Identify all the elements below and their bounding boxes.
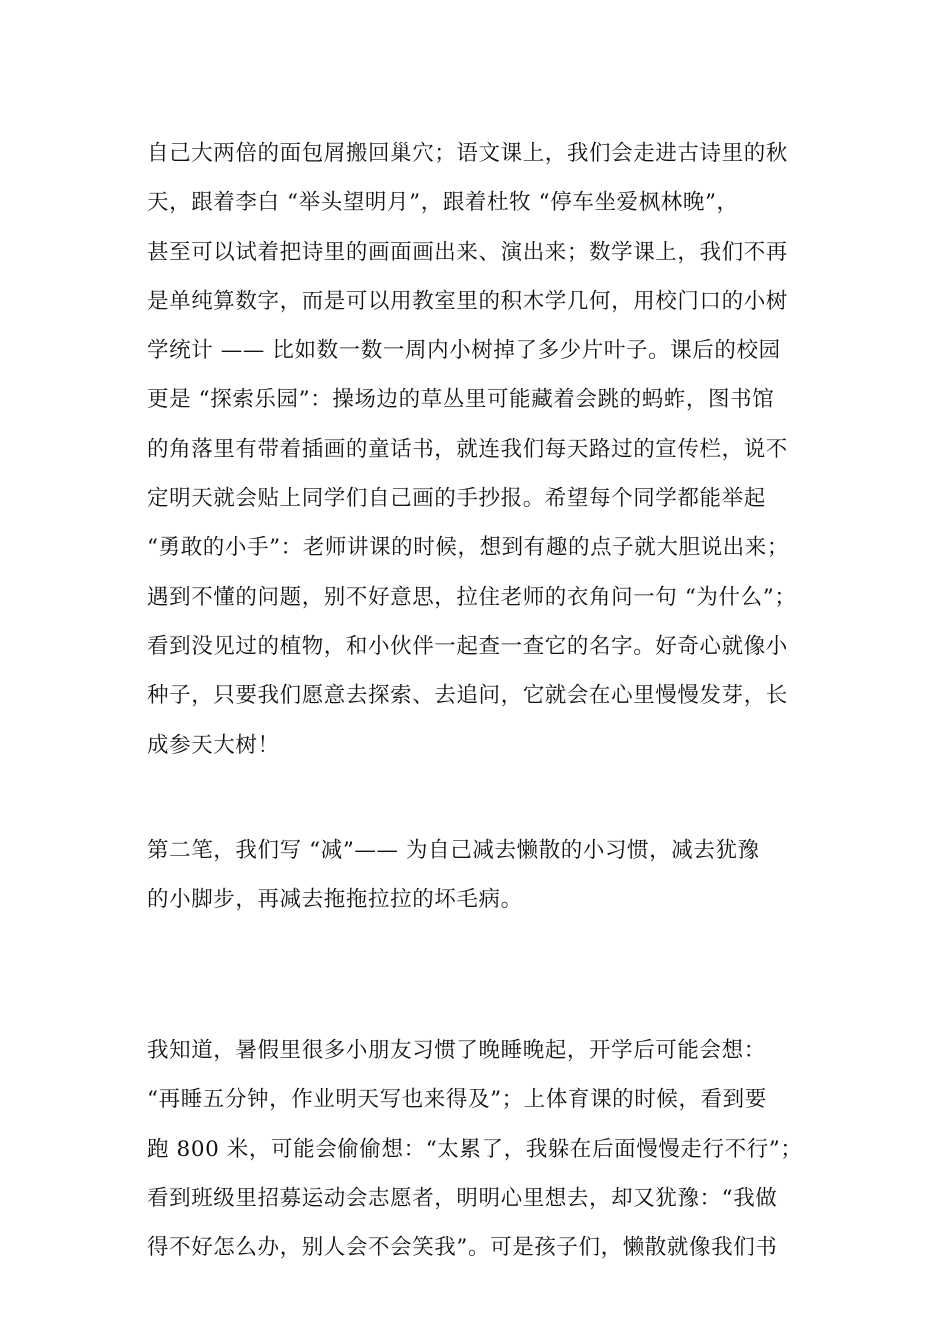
- text-line: 是单纯算数字，而是可以用教室里的积木学几何，用校门口的小树: [147, 288, 788, 314]
- text-line: 看到没见过的植物，和小伙伴一起查一查它的名字。好奇心就像小: [147, 633, 788, 659]
- text-line: 我知道，暑假里很多小朋友习惯了晚睡晚起，开学后可能会想：: [147, 1038, 766, 1063]
- paragraph-subtract: [147, 826, 827, 925]
- text-line: 天，跟着李白 “举头望明月”，跟着杜牧 “停车坐爱枫林晚”，: [147, 190, 739, 216]
- text-line: 更是 “探索乐园”：操场边的草丛里可能藏着会跳的蚂蚱，图书馆: [147, 387, 775, 413]
- paragraph-laziness: [147, 1026, 827, 1272]
- text-line: 的小脚步，再减去拖拖拉拉的坏毛病。: [147, 887, 523, 913]
- text-line: 自己大两倍的面包屑搬回巢穴；语文课上，我们会走进古诗里的秋: [147, 141, 788, 166]
- text-line: 遇到不懂的问题，别不好意思，拉住老师的衣角问一句 “为什么”；: [147, 584, 797, 610]
- text-line: 学统计 —— 比如数一数一周内小树掉了多少片叶子。课后的校园: [147, 338, 781, 364]
- text-line: “再睡五分钟，作业明天写也来得及”；上体育课的时候，看到要: [147, 1087, 767, 1113]
- text-line: 定明天就会贴上同学们自己画的手抄报。希望每个同学都能举起: [147, 486, 766, 512]
- text-line: 甚至可以试着把诗里的画面画出来、演出来；数学课上，我们不再: [147, 239, 788, 265]
- text-line: 的角落里有带着插画的童话书，就连我们每天路过的宣传栏，说不: [147, 436, 788, 462]
- text-line: 种子，只要我们愿意去探索、去追问，它就会在心里慢慢发芽，长: [147, 683, 788, 709]
- paragraph-curiosity: [147, 129, 827, 770]
- text-line: “勇敢的小手”：老师讲课的时候，想到有趣的点子就大胆说出来；: [147, 535, 789, 561]
- text-line: 跑 800 米，可能会偷偷想：“太累了，我躲在后面慢慢走行不行”；: [147, 1136, 803, 1162]
- text-line: 看到班级里招募运动会志愿者，明明心里想去，却又犹豫：“我做: [147, 1185, 778, 1211]
- text-line: 第二笔，我们写 “减”—— 为自己减去懒散的小习惯，减去犹豫: [147, 838, 760, 863]
- text-line: 得不好怎么办，别人会不会笑我”。可是孩子们，懒散就像我们书: [147, 1235, 778, 1261]
- text-line: 成参天大树！: [147, 732, 280, 758]
